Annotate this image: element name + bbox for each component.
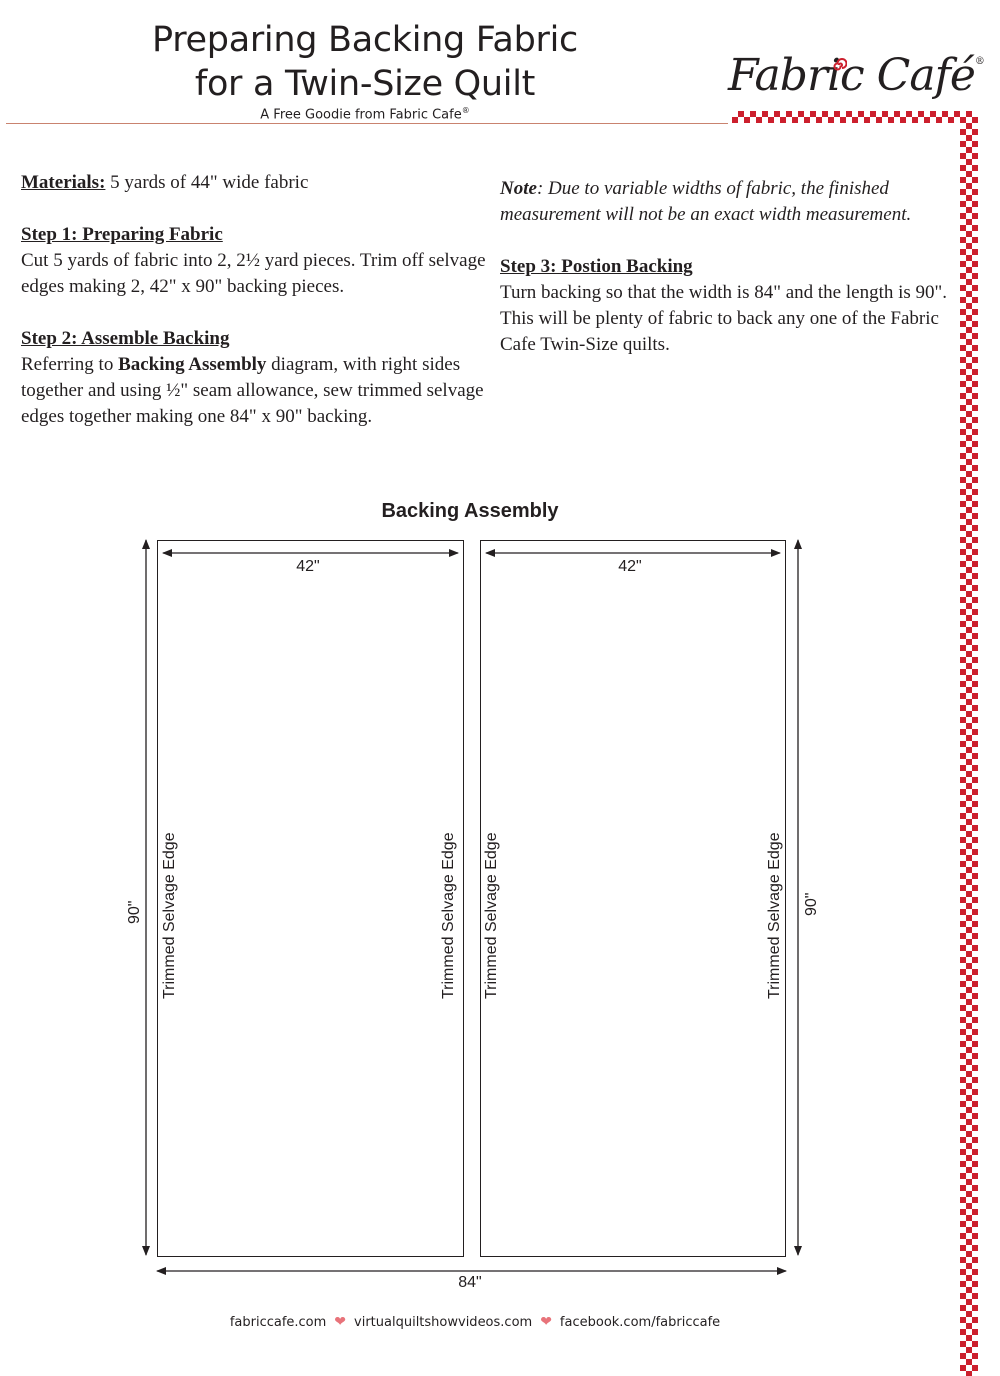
note-text: : Due to variable widths of fabric, the finished measurement will not be an exact width measurement. (500, 178, 912, 225)
total-width-label: 84" (458, 1274, 482, 1291)
diagram-title: Backing Assembly (381, 500, 559, 522)
step2-heading: Step 2: Assemble Backing (21, 328, 230, 349)
selvage-edge-label-4: Trimmed Selvage Edge (766, 832, 783, 999)
heart-icon: ❤ (334, 1314, 347, 1330)
step2-text-after: diagram, with right sides together and using ½" seam allowance, sew trimmed selvage edges together making one 84" x 90" backing. (21, 354, 484, 427)
right-panel-width-label: 42" (618, 558, 642, 575)
logo-text: Fabric Café (728, 50, 975, 101)
selvage-edge-label-1: Trimmed Selvage Edge (161, 832, 178, 999)
logo-registered-mark: ® (974, 56, 984, 67)
footer-link-fabriccafe[interactable]: fabriccafe.com (229, 1315, 327, 1330)
subtitle-text: A Free Goodie from Fabric Cafe (260, 107, 462, 123)
footer-link-virtualquiltshow[interactable]: virtualquiltshowvideos.com (354, 1315, 533, 1330)
title-line-2: for a Twin-Size Quilt (194, 64, 536, 104)
selvage-edge-label-2: Trimmed Selvage Edge (440, 832, 457, 999)
materials-text: 5 yards of 44" wide fabric (105, 172, 309, 193)
right-height-label: 90" (803, 892, 820, 916)
left-panel-width-label: 42" (296, 558, 320, 575)
step1-text: Cut 5 yards of fabric into 2, 2½ yard pieces. Trim off selvage edges making 2, 42" x 90" backing pieces. (21, 250, 486, 297)
step2-text-before: Referring to (21, 354, 119, 375)
step3-heading: Step 3: Postion Backing (500, 256, 693, 277)
title-line-1: Preparing Backing Fabric (152, 20, 578, 60)
step1-heading: Step 1: Preparing Fabric (21, 224, 223, 245)
step2-text-bold: Backing Assembly (118, 354, 267, 375)
registered-mark: ® (461, 106, 470, 115)
step3-text: Turn backing so that the width is 84" and the length is 90". This will be plenty of fabric to back any one of the Fabric Cafe Twin-Size quilts. (500, 282, 948, 355)
left-height-label: 90" (126, 900, 143, 924)
selvage-edge-label-3: Trimmed Selvage Edge (483, 832, 500, 999)
note-label: Note (500, 178, 537, 199)
materials-label: Materials: (21, 172, 106, 193)
footer-links (150, 1314, 800, 1330)
footer-link-facebook[interactable]: facebook.com/fabriccafe (559, 1315, 721, 1330)
heart-icon: ❤ (540, 1314, 552, 1330)
